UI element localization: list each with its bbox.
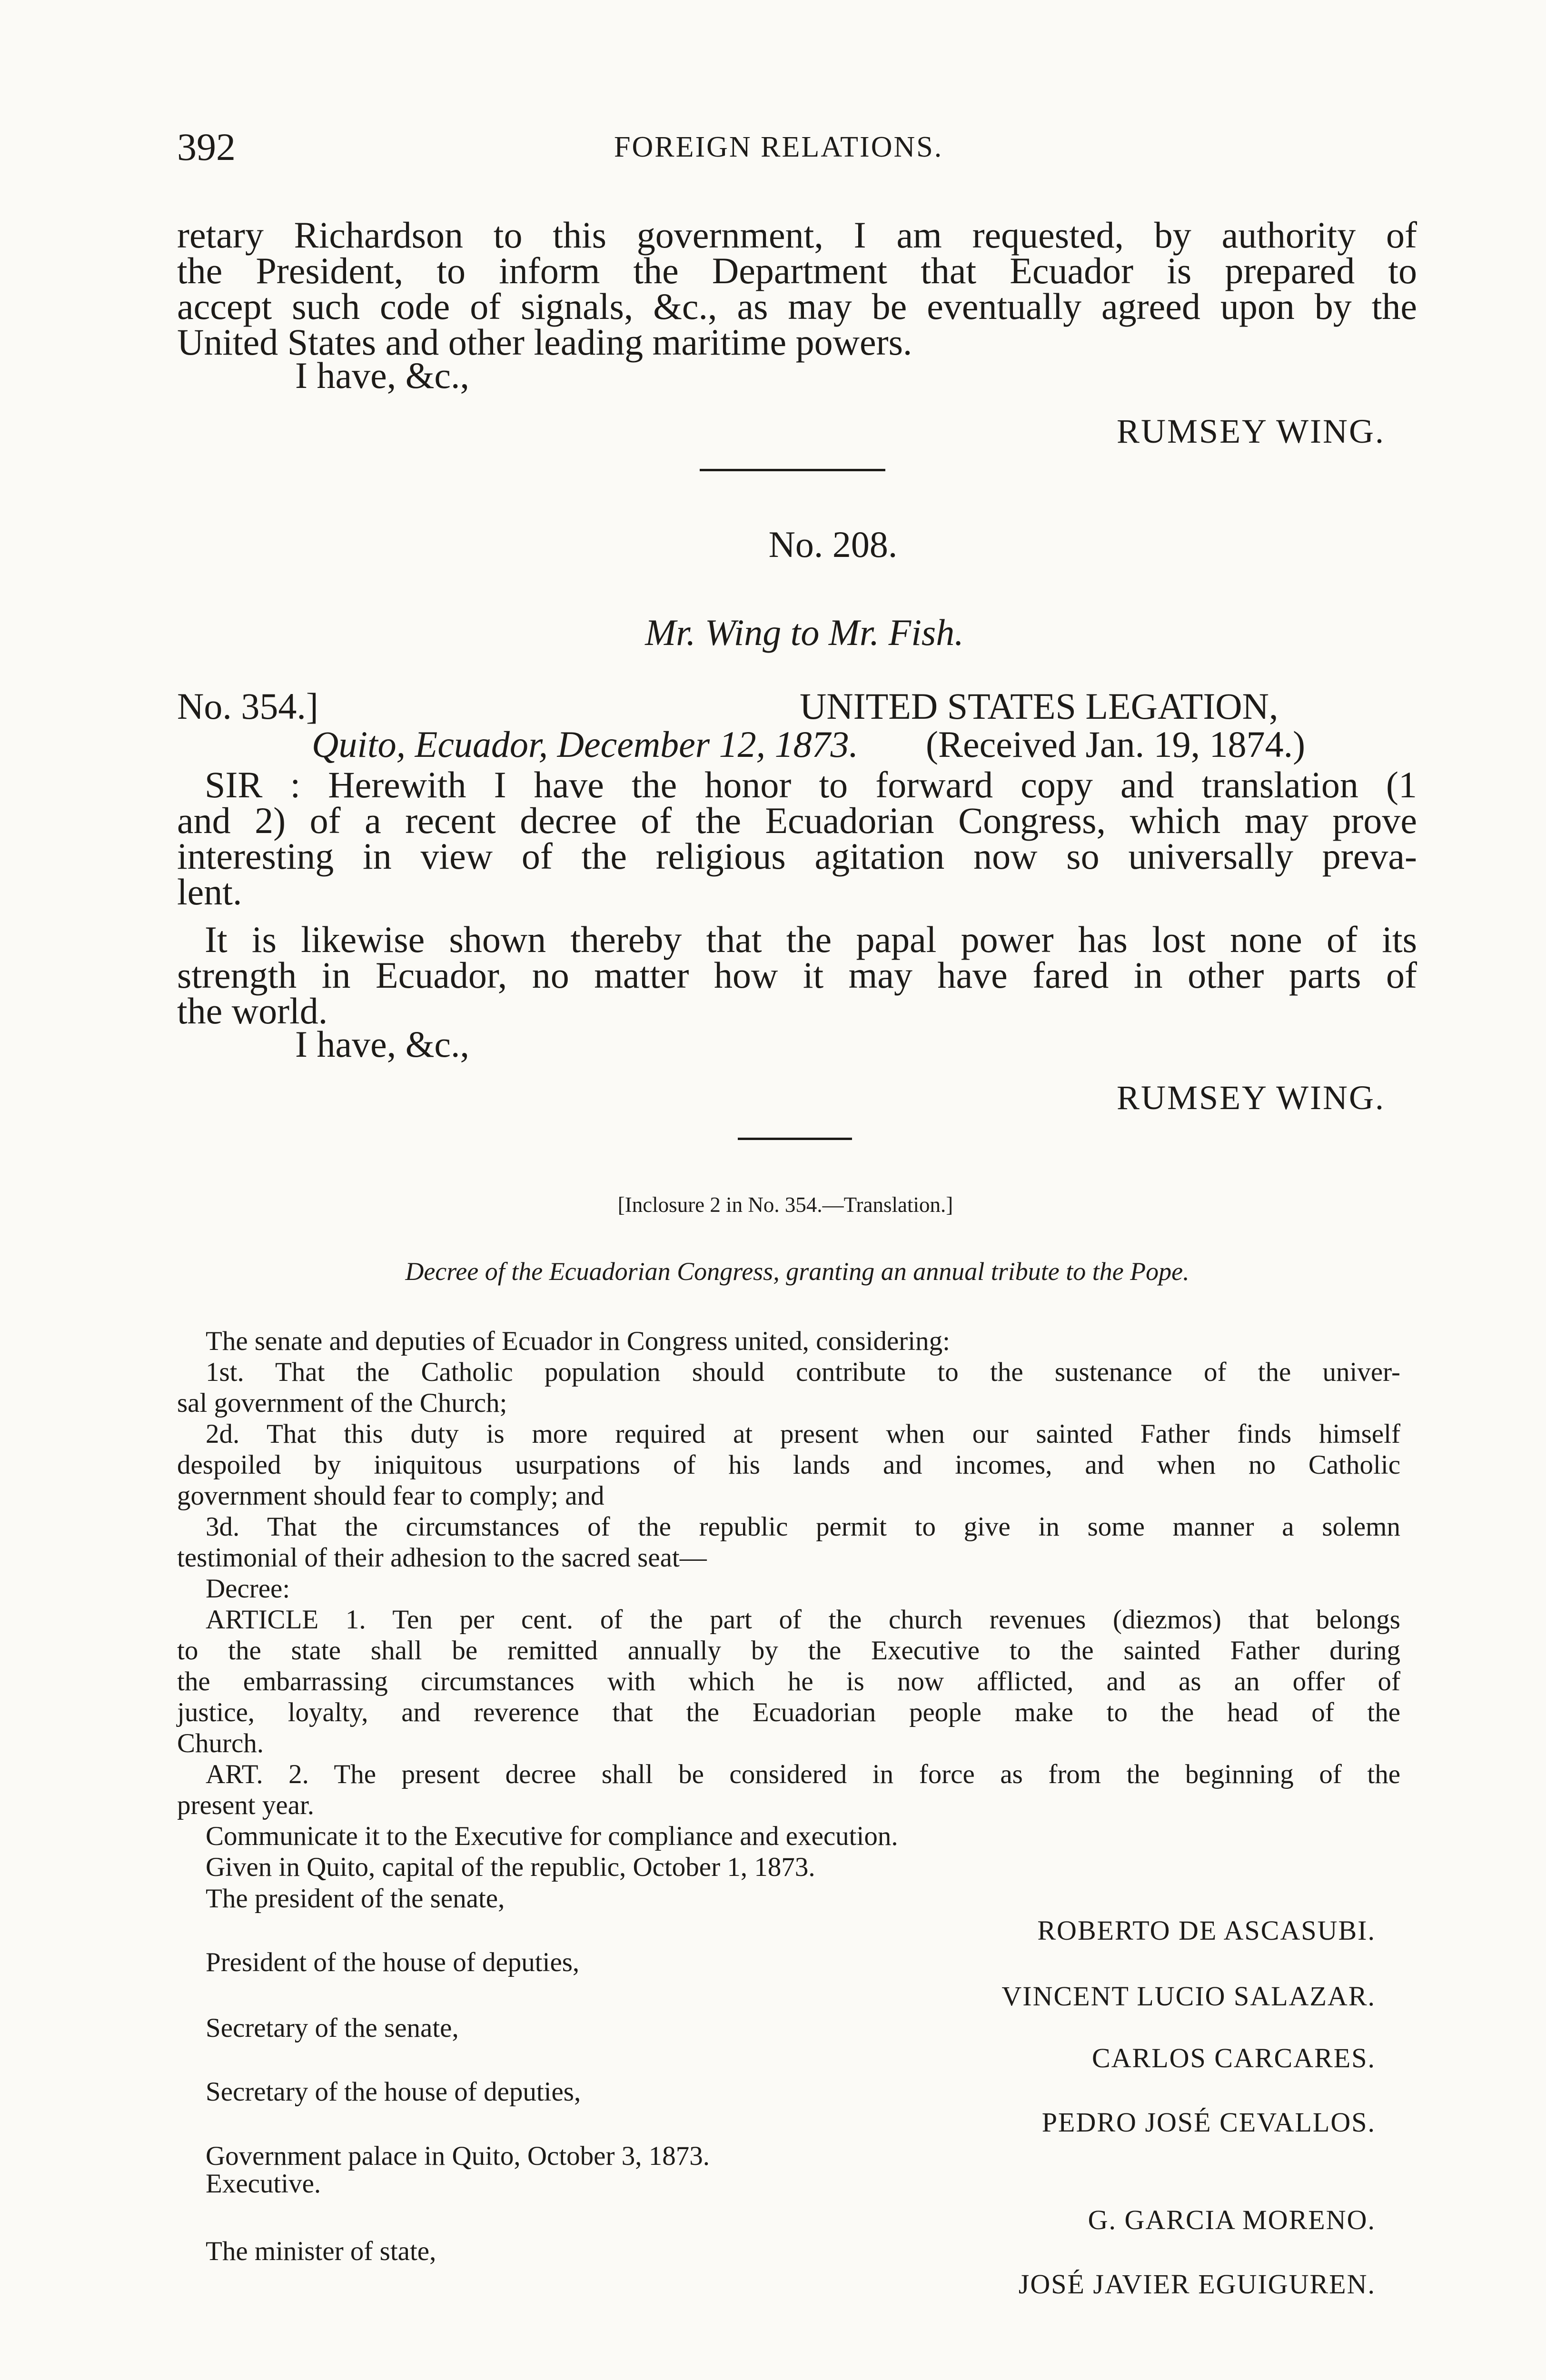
paragraph-2-line-2: strength in Ecuador, no matter how it may have fared in other parts of [177,954,1417,996]
page-number: 392 [177,125,236,169]
paragraph-2-line-1: It is likewise shown thereby that the papal power has lost none of its [205,919,1417,960]
decree-line-16: present year. [177,1790,315,1820]
decree-line-11: to the state shall be remitted annually by the Executive to the sainted Father during [177,1636,1400,1666]
signer-3-title: Secretary of the senate, [206,2013,459,2043]
decree-line-2: 1st. That the Catholic population should contribute to the sustenance of the univer- [206,1357,1400,1387]
page-header [177,125,1415,182]
received-date: (Received Jan. 19, 1874.) [926,724,1306,765]
signer-4-title: Secretary of the house of deputies, [206,2077,581,2107]
decree-line-15: ART. 2. The present decree shall be considered in force as from the beginning of the [206,1759,1400,1789]
decree-line-14: Church. [177,1728,264,1758]
decree-line-7: 3d. That the circumstances of the republic permit to give in some manner a solemn [206,1512,1400,1542]
dateline: Quito, Ecuador, December 12, 1873. [312,724,859,765]
top-letter-line-2: the President, to inform the Department that Ecuador is prepared to [177,250,1417,291]
decree-line-12: the embarrassing circumstances with which he is now afflicted, and as an offer of [177,1666,1400,1696]
signer-3-name: CARLOS CARCARES. [1091,2043,1376,2073]
paragraph-1-line-3: interesting in view of the religious agitation now so universally preva- [177,835,1417,877]
decree-line-17: Communicate it to the Executive for compliance and execution. [206,1821,898,1851]
paragraph-1-line-2: and 2) of a recent decree of the Ecuadorian Congress, which may prove [177,800,1417,841]
document-signature: RUMSEY WING. [1116,1079,1385,1117]
legation: UNITED STATES LEGATION, [800,685,1278,727]
decree-line-10: ARTICLE 1. Ten per cent. of the part of the church revenues (diezmos) that belongs [206,1605,1400,1635]
document-title: Mr. Wing to Mr. Fish. [645,612,964,653]
executive-name: G. GARCIA MORENO. [1088,2204,1376,2235]
executive-label: Executive. [206,2169,321,2199]
decree-line-1: The senate and deputies of Ecuador in Congress united, considering: [206,1326,950,1356]
paragraph-1-line-1: SIR : Herewith I have the honor to forward copy and translation (1 [205,764,1417,805]
signer-1-title: The president of the senate, [206,1884,505,1914]
document-number: No. 208. [768,524,898,565]
signer-1-name: ROBERTO DE ASCASUBI. [1037,1915,1376,1946]
top-letter-signature: RUMSEY WING. [1116,412,1385,450]
paragraph-1-line-4: lent. [177,871,242,912]
signer-2-name: VINCENT LUCIO SALAZAR. [1001,1981,1376,2012]
decree-line-18: Given in Quito, capital of the republic, October 1, 1873. [206,1852,815,1882]
top-letter-closing: I have, &c., [295,355,470,396]
decree-line-8: testimonial of their adhesion to the sacred seat— [177,1543,707,1573]
inclosure-divider [738,1138,852,1140]
document-closing: I have, &c., [295,1023,470,1065]
decree-line-4: 2d. That this duty is more required at present when our sainted Father finds himself [206,1419,1400,1449]
top-letter-line-3: accept such code of signals, &c., as may be eventually agreed upon by the [177,286,1417,327]
minister-title: The minister of state, [206,2236,436,2266]
decree-title: Decree of the Ecuadorian Congress, granting an annual tribute to the Pope. [405,1257,1189,1286]
top-letter-line-4: United States and other leading maritime powers. [177,321,912,363]
top-letter-line-1: retary Richardson to this government, I am requested, by authority of [177,214,1417,256]
minister-name: JOSÉ JAVIER EGUIGUREN. [1018,2269,1376,2300]
section-divider [700,469,885,471]
decree-line-9: Decree: [206,1574,290,1604]
signer-4-name: PEDRO JOSÉ CEVALLOS. [1041,2107,1376,2138]
dispatch-number: No. 354.] [177,685,318,727]
decree-line-3: sal government of the Church; [177,1388,507,1418]
decree-line-6: government should fear to comply; and [177,1481,605,1511]
signer-2-title: President of the house of deputies, [206,1947,580,1977]
decree-line-13: justice, loyalty, and reverence that the Ecuadorian people make to the head of the [177,1697,1400,1727]
running-head: FOREIGN RELATIONS. [614,131,943,163]
inclosure-label: [Inclosure 2 in No. 354.—Translation.] [617,1193,953,1217]
decree-line-5: despoiled by iniquitous usurpations of his lands and incomes, and when no Catholic [177,1450,1400,1480]
government-palace-line: Government palace in Quito, October 3, 1873. [206,2141,710,2171]
decree-text [177,1326,1400,1883]
paragraph-2-line-3: the world. [177,990,328,1031]
